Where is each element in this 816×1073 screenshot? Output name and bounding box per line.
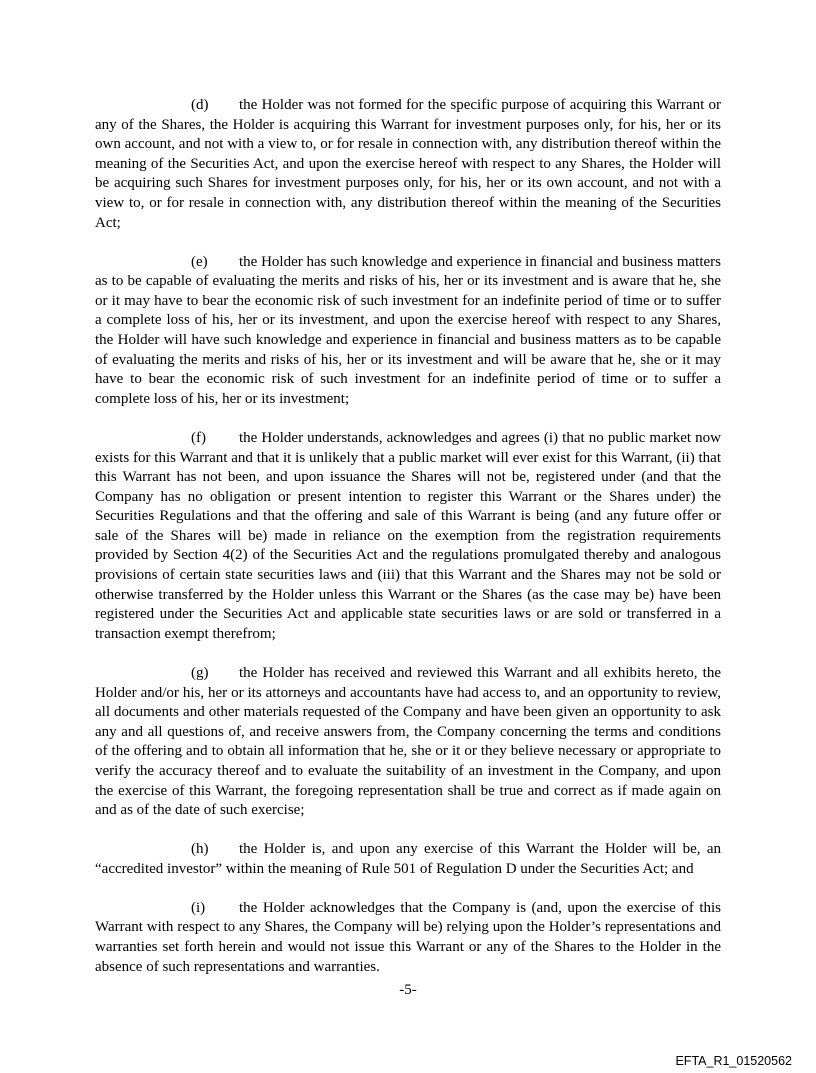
paragraph-text: the Holder has received and reviewed this Warrant and all exhibits hereto, the Holder and/or his, her or its attorneys and accountants have had access to, and an opportunity to review, all documents and other materials requested of the Company and have been given an opportunity to ask any and all questions of, and receive answers from, the Company concerning the terms and conditions of the offering and to obtain all information that he, she or it or they believe necessary or appropriate to verify the accuracy thereof and to evaluate the suitability of an investment in the Company, and upon the exercise of this Warrant, the foregoing representation shall be true and correct as if made again on and as of the date of such exercise; <box>95 664 721 819</box>
document-id: EFTA_R1_01520562 <box>675 1054 792 1068</box>
paragraph-i <box>95 899 721 977</box>
paragraph-text: the Holder acknowledges that the Company is (and, upon the exercise of this Warrant with respect to any Shares, the Company will be) relying upon the Holder’s representations and warranties set forth herein and would not issue this Warrant or any of the Shares to the Holder in the absence of such representations and warranties. <box>95 899 721 975</box>
paragraph-marker: (i) <box>191 899 206 916</box>
paragraph-marker: (f) <box>191 429 206 446</box>
document-body <box>95 96 721 997</box>
paragraph-text: the Holder has such knowledge and experience in financial and business matters as to be capable of evaluating the merits and risks of his, her or its investment and is aware that he, she or it may have to bear the economic risk of such investment for an indefinite period of time or to suffer a complete loss of his, her or its investment, and upon the exercise hereof with respect to any Shares, the Holder will have such knowledge and experience in financial and business matters as to be capable of evaluating the merits and risks of his, her or its investment and will be aware that he, she or it may have to bear the economic risk of such investment for an indefinite period of time or to suffer a complete loss of his, her or its investment; <box>95 253 721 407</box>
paragraph-text: the Holder is, and upon any exercise of this Warrant the Holder will be, an “accredited investor” within the meaning of Rule 501 of Regulation D under the Securities Act; and <box>95 841 721 877</box>
paragraph-d <box>95 96 721 233</box>
paragraph-marker: (d) <box>191 97 209 113</box>
paragraph-text: the Holder was not formed for the specific purpose of acquiring this Warrant or any of the Shares, the Holder is acquiring this Warrant for investment purposes only, for his, her or its own account, and not with a view to, or for resale in connection with, any distribution thereof within the meaning of the Securities Act, and upon the exercise hereof with respect to any Shares, the Holder will be acquiring such Shares for investment purposes only, for his, her or its own account, and not with a view to, or for resale in connection with, any distribution thereof within the meaning of the Securities Act; <box>95 97 721 231</box>
paragraph-text: the Holder understands, acknowledges and agrees (i) that no public market now exists for this Warrant and that it is unlikely that a public market will ever exist for this Warrant, (ii) that this Warrant has not been, and upon issuance the Shares will not be, registered under (and that the Company has no obligation or present intention to register this Warrant or the Shares under) the Securities Regulations and that the offering and sale of this Warrant is being (and any future offer or sale of the Shares will be) made in reliance on the exemption from the registration requirements provided by Section 4(2) of the Securities Act and the regulations promulgated thereby and analogous provisions of certain state securities laws and (iii) that this Warrant and the Shares may not be sold or otherwise transferred by the Holder unless this Warrant or the Shares (as the case may be) have been registered under the Securities Act and applicable state securities laws or are sold or transferred in a transaction exempt therefrom; <box>95 429 721 642</box>
paragraph-marker: (h) <box>191 841 209 858</box>
paragraph-g <box>95 664 721 821</box>
paragraph-e <box>95 253 721 410</box>
paragraph-h <box>95 840 721 879</box>
paragraph-marker: (e) <box>191 253 208 270</box>
paragraph-marker: (g) <box>191 664 209 681</box>
paragraph-f <box>95 429 721 645</box>
page-number: -5- <box>399 982 417 998</box>
